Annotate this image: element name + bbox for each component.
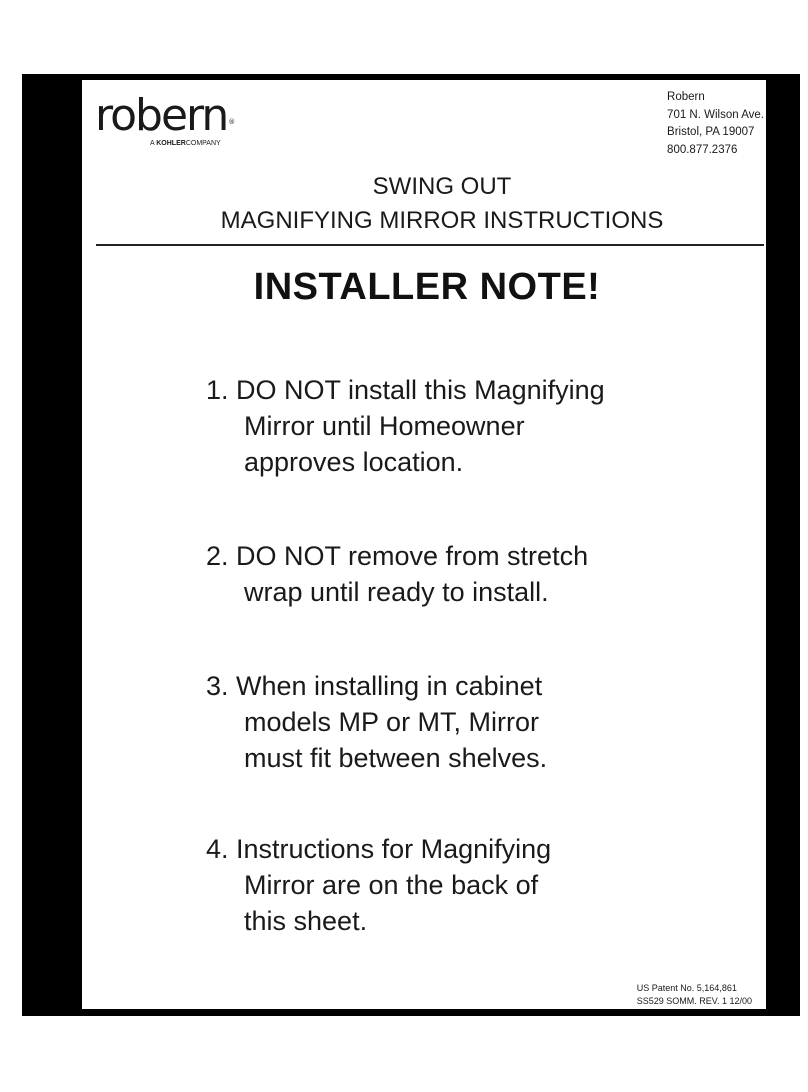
item-line: approves location. [244,447,464,477]
item-line: 4. Instructions for Magnifying [206,834,552,864]
address-company: Robern [667,91,705,103]
instruction-item-1 [206,372,605,480]
logo-tagline [150,140,221,147]
title-divider [96,244,764,246]
logo-wordmark [95,90,236,141]
logo-wordmark-text: robern [95,90,228,141]
registered-mark: ® [228,118,236,126]
company-address [667,89,764,159]
item-line: Mirror are on the back of [244,870,539,900]
patent-number: US Patent No. 5,164,861 [636,983,737,993]
item-line: 3. When installing in cabinet [206,671,543,701]
tagline-company: COMPANY [185,140,221,147]
item-line: 1. DO NOT install this Magnifying [206,375,605,405]
instruction-item-3 [206,668,547,776]
tagline-brand: KOHLER [156,140,186,147]
title-line-2: MAGNIFYING MIRROR INSTRUCTIONS [220,207,664,234]
title-line-1: SWING OUT [372,173,512,200]
document-reference: SS529 SOMM. REV. 1 12/00 [636,996,752,1006]
item-line: wrap until ready to install. [244,577,549,607]
item-line: Mirror until Homeowner [244,411,525,441]
document-footer [637,982,752,1008]
instruction-sheet [82,80,766,1009]
tagline-a: A [150,140,155,147]
address-street: 701 N. Wilson Ave. [667,108,764,121]
item-line: 2. DO NOT remove from stretch [206,541,589,571]
item-line: models MP or MT, Mirror [244,707,540,737]
installer-note-heading: INSTALLER NOTE! [253,266,601,308]
item-line: this sheet. [244,906,368,936]
item-line: must fit between shelves. [244,743,548,773]
instruction-item-4 [206,831,551,939]
address-phone: 800.877.2376 [667,143,738,156]
instruction-item-2 [206,538,588,610]
address-city: Bristol, PA 19007 [667,126,755,138]
document-title [82,170,802,238]
robern-logo [95,90,265,147]
